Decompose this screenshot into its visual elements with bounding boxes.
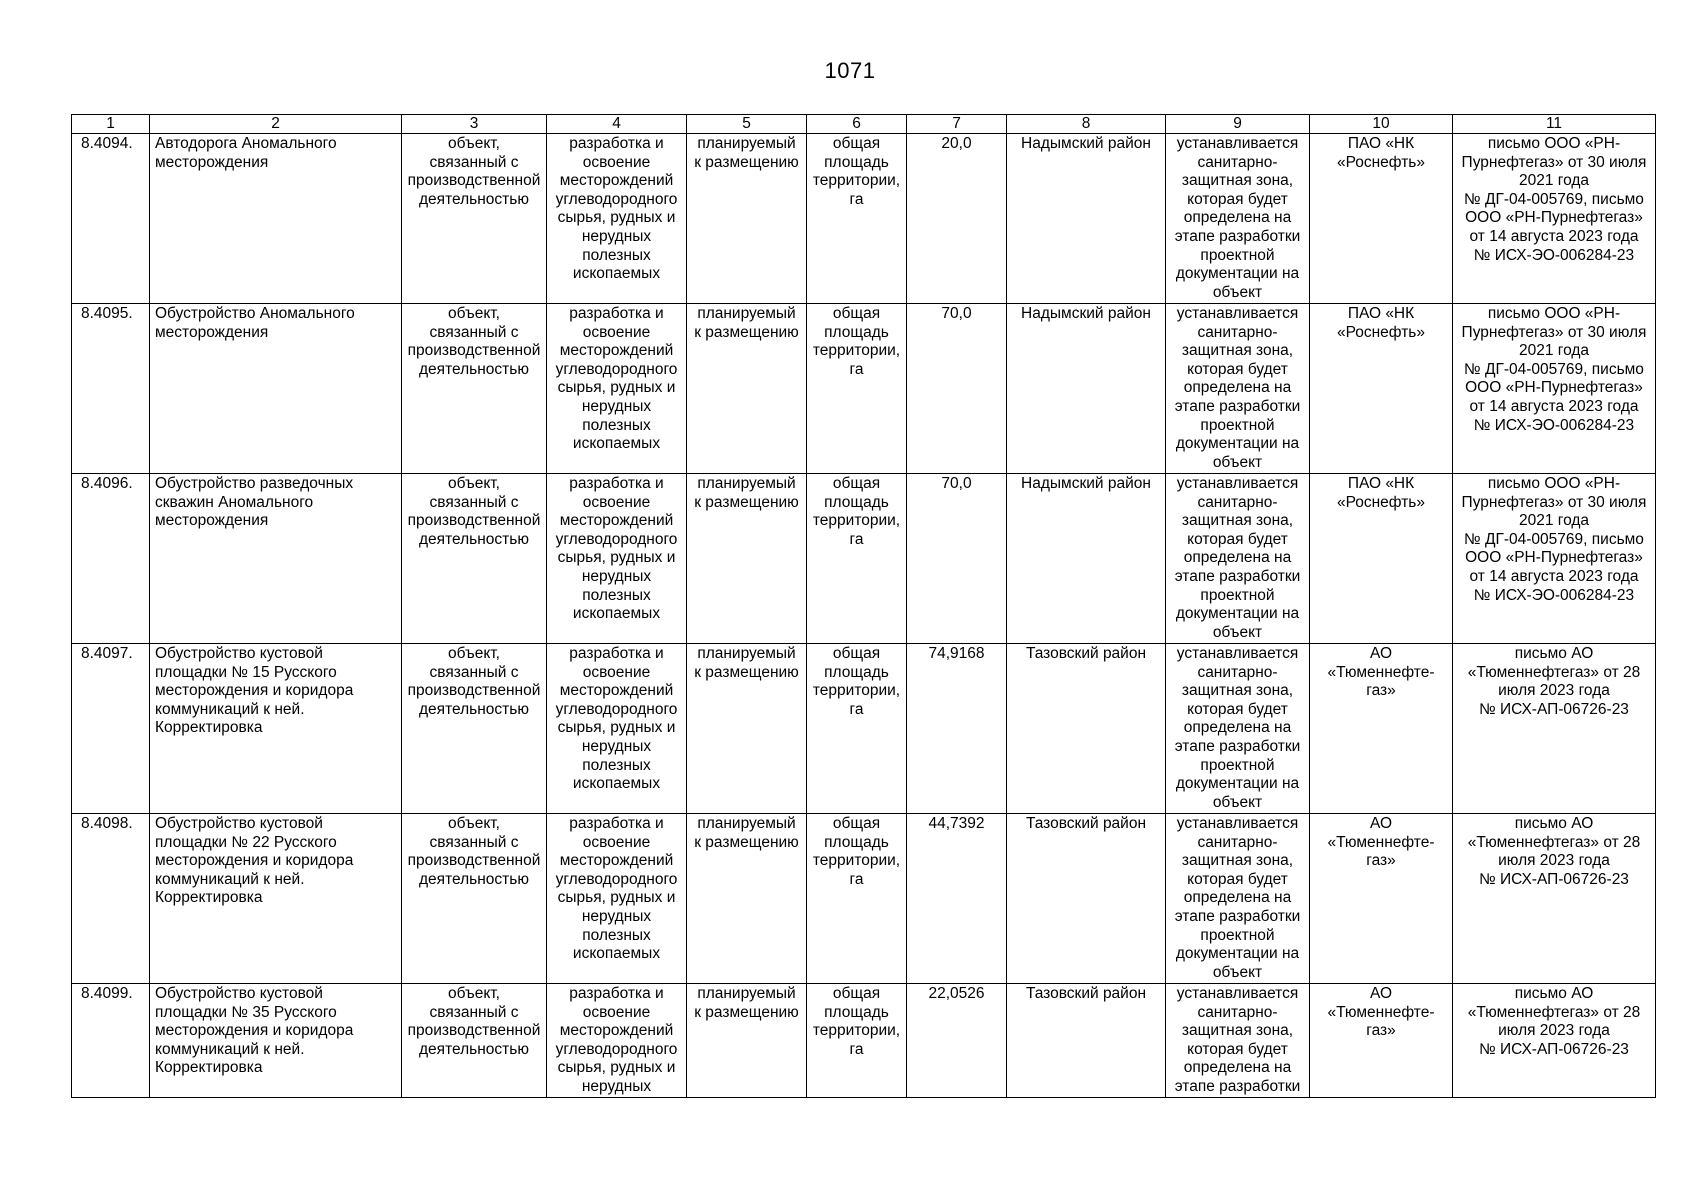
object-name-cell (150, 984, 402, 1098)
page-number: 1071 (824, 58, 876, 83)
object-type-cell (402, 304, 547, 474)
object-purpose-cell-text: разработка и освоение месторождений углеводородного сырья, рудных и нерудных полезных ископаемых (555, 135, 678, 283)
column-number-row (72, 115, 1656, 134)
parameter-value-cell-text: 20,0 (941, 135, 972, 152)
organization-cell (1310, 134, 1453, 304)
object-type-cell-text: объект, связанный с производственной деятельностью (407, 985, 541, 1058)
zone-cell (1166, 304, 1310, 474)
parameter-name-cell-text: общая площадь территории, га (812, 645, 901, 718)
zone-cell-text: устанавливается санитарно- защитная зона, которая будет определена на этапе разработки проектной документации на объект (1174, 645, 1301, 811)
organization-cell-text: АО «Тюменнефте- газ» (1327, 815, 1435, 870)
organization-cell (1310, 304, 1453, 474)
basis-document-cell-text: письмо ООО «РН- Пурнефтегаз» от 30 июля 2021 года № ДГ-04-005769, письмо ООО «РН-Пурнефтегаз» от 14 августа 2023 года № ИСХ-ЭО-006284-23 (1461, 475, 1647, 604)
organization-cell (1310, 644, 1453, 814)
row-number-cell (72, 304, 150, 474)
district-cell (1007, 814, 1166, 984)
object-type-cell-text: объект, связанный с производственной деятельностью (407, 475, 541, 548)
parameter-name-cell (807, 474, 907, 644)
zone-cell-text: устанавливается санитарно- защитная зона, которая будет определена на этапе разработки проектной документации на объект (1174, 815, 1301, 981)
district-cell-text: Тазовский район (1025, 815, 1147, 832)
district-cell-text: Надымский район (1021, 135, 1151, 152)
district-cell (1007, 304, 1166, 474)
object-purpose-cell (547, 134, 687, 304)
district-cell (1007, 134, 1166, 304)
object-type-cell-text: объект, связанный с производственной деятельностью (407, 815, 541, 888)
organization-cell-text: ПАО «НК «Роснефть» (1336, 135, 1426, 171)
object-name-cell (150, 644, 402, 814)
row-number-cell (72, 134, 150, 304)
object-type-cell-text: объект, связанный с производственной деятельностью (407, 135, 541, 208)
parameter-value-cell (907, 644, 1007, 814)
column-number: 8 (1007, 115, 1166, 134)
object-type-cell (402, 984, 547, 1098)
table-row (72, 984, 1656, 1098)
parameter-value-cell-text: 74,9168 (928, 645, 985, 662)
row-number-cell-text: 8.4096. (81, 475, 133, 492)
district-cell-text: Надымский район (1021, 475, 1151, 492)
basis-document-cell (1453, 304, 1656, 474)
object-purpose-cell-text: разработка и освоение месторождений углеводородного сырья, рудных и нерудных полезных ископаемых (555, 815, 678, 963)
basis-document-cell-text: письмо ООО «РН- Пурнефтегаз» от 30 июля 2021 года № ДГ-04-005769, письмо ООО «РН-Пурнефтегаз» от 14 августа 2023 года № ИСХ-ЭО-006284-23 (1461, 305, 1647, 434)
column-number: 2 (150, 115, 402, 134)
column-number: 4 (547, 115, 687, 134)
parameter-name-cell-text: общая площадь территории, га (812, 475, 901, 548)
object-type-cell (402, 134, 547, 304)
parameter-name-cell-text: общая площадь территории, га (812, 305, 901, 378)
parameter-value-cell-text: 70,0 (941, 475, 972, 492)
organization-cell-text: АО «Тюменнефте- газ» (1327, 985, 1435, 1040)
basis-document-cell (1453, 644, 1656, 814)
object-purpose-cell-text: разработка и освоение месторождений углеводородного сырья, рудных и нерудных полезных ископаемых (555, 645, 678, 793)
object-name-cell-text: Автодорога Аномального месторождения (155, 135, 337, 171)
object-name-cell (150, 814, 402, 984)
zone-cell-text: устанавливается санитарно- защитная зона, которая будет определена на этапе разработки проектной документации на объект (1174, 135, 1301, 301)
parameter-name-cell-text: общая площадь территории, га (812, 135, 901, 208)
object-status-cell-text: планируемый к размещению (694, 815, 799, 851)
row-number-cell-text: 8.4095. (81, 305, 133, 322)
parameter-value-cell (907, 984, 1007, 1098)
parameter-value-cell (907, 134, 1007, 304)
district-cell (1007, 644, 1166, 814)
object-purpose-cell-text: разработка и освоение месторождений углеводородного сырья, рудных и нерудных (555, 985, 678, 1095)
zone-cell-text: устанавливается санитарно- защитная зона, которая будет определена на этапе разработки (1174, 985, 1301, 1095)
object-name-cell-text: Обустройство Аномального месторождения (155, 305, 355, 341)
zone-cell-text: устанавливается санитарно- защитная зона, которая будет определена на этапе разработки проектной документации на объект (1174, 475, 1301, 641)
basis-document-cell (1453, 814, 1656, 984)
object-name-cell (150, 134, 402, 304)
column-number: 9 (1166, 115, 1310, 134)
column-number: 5 (687, 115, 807, 134)
organization-cell (1310, 474, 1453, 644)
column-number: 7 (907, 115, 1007, 134)
object-name-cell-text: Обустройство разведочных скважин Аномального месторождения (155, 475, 354, 530)
table-row (72, 814, 1656, 984)
parameter-value-cell (907, 474, 1007, 644)
objects-table (71, 114, 1656, 1098)
row-number-cell-text: 8.4099. (81, 985, 133, 1002)
object-status-cell (687, 474, 807, 644)
table-row (72, 134, 1656, 304)
basis-document-cell (1453, 134, 1656, 304)
parameter-value-cell-text: 70,0 (941, 305, 972, 322)
object-name-cell-text: Обустройство кустовой площадки № 15 Русского месторождения и коридора коммуникаций к ней. Корректировка (155, 645, 354, 737)
object-purpose-cell-text: разработка и освоение месторождений углеводородного сырья, рудных и нерудных полезных ископаемых (555, 305, 678, 453)
object-name-cell-text: Обустройство кустовой площадки № 22 Русского месторождения и коридора коммуникаций к ней. Корректировка (155, 815, 354, 907)
table-row (72, 304, 1656, 474)
object-type-cell (402, 474, 547, 644)
row-number-cell-text: 8.4097. (81, 645, 133, 662)
row-number-cell (72, 984, 150, 1098)
column-number: 10 (1310, 115, 1453, 134)
row-number-cell (72, 644, 150, 814)
column-number: 6 (807, 115, 907, 134)
parameter-name-cell (807, 134, 907, 304)
table-row (72, 474, 1656, 644)
object-status-cell-text: планируемый к размещению (694, 985, 799, 1021)
object-name-cell (150, 474, 402, 644)
object-purpose-cell (547, 304, 687, 474)
object-name-cell (150, 304, 402, 474)
organization-cell-text: ПАО «НК «Роснефть» (1336, 475, 1426, 511)
basis-document-cell (1453, 984, 1656, 1098)
object-purpose-cell (547, 814, 687, 984)
object-status-cell-text: планируемый к размещению (694, 305, 799, 341)
zone-cell (1166, 134, 1310, 304)
organization-cell-text: АО «Тюменнефте- газ» (1327, 645, 1435, 700)
district-cell-text: Надымский район (1021, 305, 1151, 322)
district-cell-text: Тазовский район (1025, 645, 1147, 662)
object-type-cell (402, 814, 547, 984)
basis-document-cell-text: письмо ООО «РН- Пурнефтегаз» от 30 июля 2021 года № ДГ-04-005769, письмо ООО «РН-Пурнефтегаз» от 14 августа 2023 года № ИСХ-ЭО-006284-23 (1461, 135, 1647, 264)
parameter-value-cell (907, 304, 1007, 474)
organization-cell (1310, 814, 1453, 984)
object-status-cell (687, 304, 807, 474)
column-number: 1 (72, 115, 150, 134)
row-number-cell-text: 8.4094. (81, 135, 133, 152)
organization-cell (1310, 984, 1453, 1098)
object-status-cell-text: планируемый к размещению (694, 135, 799, 171)
object-purpose-cell-text: разработка и освоение месторождений углеводородного сырья, рудных и нерудных полезных ископаемых (555, 475, 678, 623)
object-status-cell (687, 814, 807, 984)
object-type-cell-text: объект, связанный с производственной деятельностью (407, 305, 541, 378)
object-status-cell-text: планируемый к размещению (694, 645, 799, 681)
organization-cell-text: ПАО «НК «Роснефть» (1336, 305, 1426, 341)
basis-document-cell-text: письмо АО «Тюменнефтегаз» от 28 июля 2023 года № ИСХ-АП-06726-23 (1467, 815, 1641, 888)
column-number: 11 (1453, 115, 1656, 134)
parameter-name-cell (807, 984, 907, 1098)
row-number-cell (72, 474, 150, 644)
object-status-cell (687, 984, 807, 1098)
basis-document-cell (1453, 474, 1656, 644)
district-cell (1007, 474, 1166, 644)
parameter-value-cell (907, 814, 1007, 984)
zone-cell (1166, 474, 1310, 644)
object-status-cell (687, 134, 807, 304)
zone-cell (1166, 984, 1310, 1098)
column-number: 3 (402, 115, 547, 134)
object-purpose-cell (547, 644, 687, 814)
district-cell (1007, 984, 1166, 1098)
object-type-cell-text: объект, связанный с производственной деятельностью (407, 645, 541, 718)
district-cell-text: Тазовский район (1025, 985, 1147, 1002)
object-purpose-cell (547, 474, 687, 644)
zone-cell (1166, 814, 1310, 984)
parameter-name-cell (807, 304, 907, 474)
object-name-cell-text: Обустройство кустовой площадки № 35 Русского месторождения и коридора коммуникаций к ней. Корректировка (155, 985, 354, 1077)
zone-cell-text: устанавливается санитарно- защитная зона, которая будет определена на этапе разработки проектной документации на объект (1174, 305, 1301, 471)
object-type-cell (402, 644, 547, 814)
table-row (72, 644, 1656, 814)
parameter-value-cell-text: 44,7392 (928, 815, 985, 832)
object-status-cell (687, 644, 807, 814)
basis-document-cell-text: письмо АО «Тюменнефтегаз» от 28 июля 2023 года № ИСХ-АП-06726-23 (1467, 645, 1641, 718)
parameter-name-cell (807, 644, 907, 814)
zone-cell (1166, 644, 1310, 814)
basis-document-cell-text: письмо АО «Тюменнефтегаз» от 28 июля 2023 года № ИСХ-АП-06726-23 (1467, 985, 1641, 1058)
parameter-name-cell-text: общая площадь территории, га (812, 815, 901, 888)
parameter-name-cell-text: общая площадь территории, га (812, 985, 901, 1058)
row-number-cell (72, 814, 150, 984)
parameter-value-cell-text: 22,0526 (928, 985, 985, 1002)
object-purpose-cell (547, 984, 687, 1098)
object-status-cell-text: планируемый к размещению (694, 475, 799, 511)
row-number-cell-text: 8.4098. (81, 815, 133, 832)
parameter-name-cell (807, 814, 907, 984)
